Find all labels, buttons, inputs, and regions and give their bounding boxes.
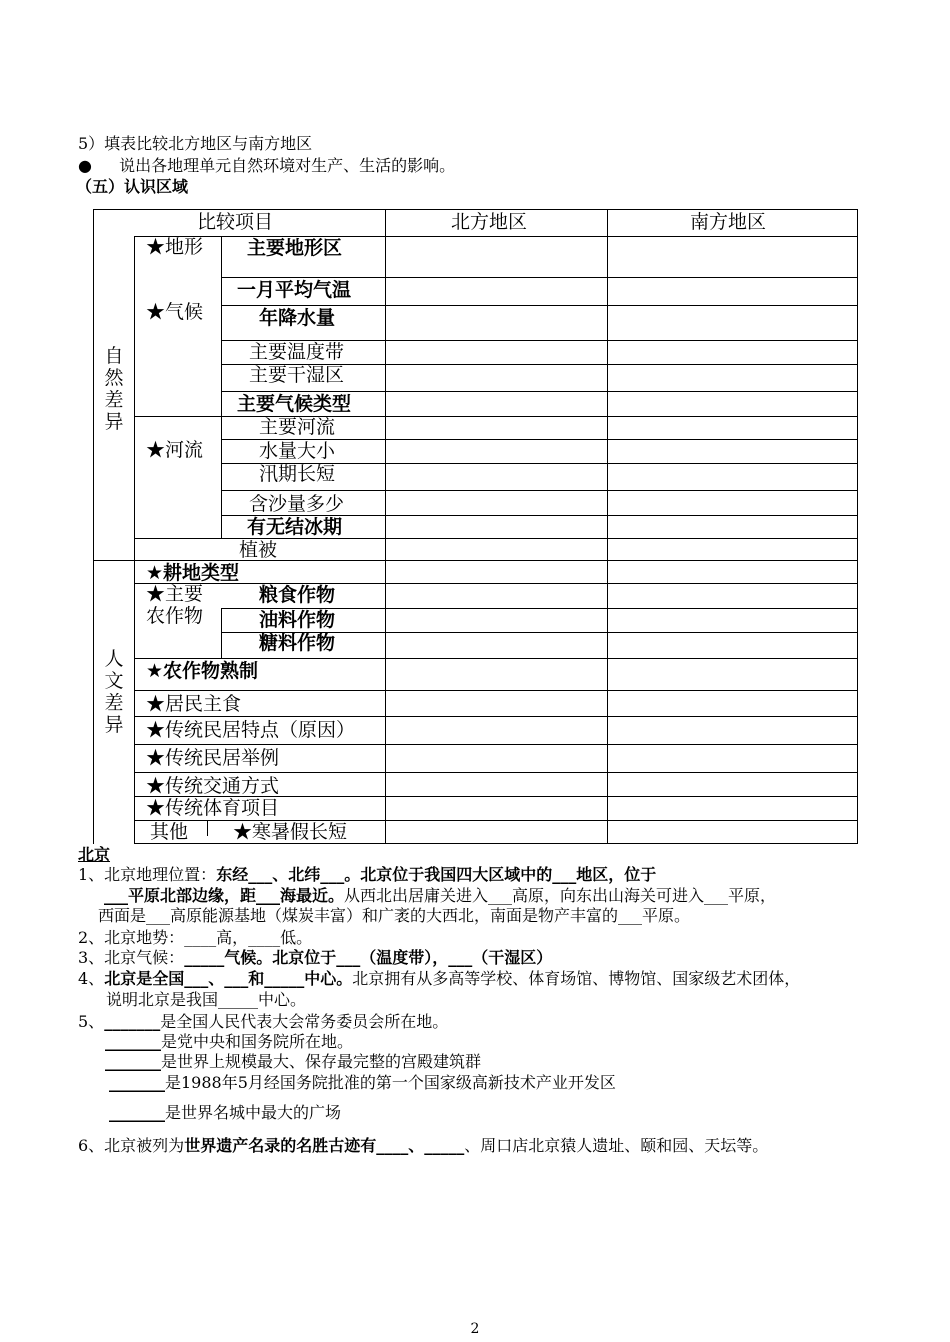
item-vacation: ★寒暑假长短 — [233, 821, 348, 843]
item-other: 其他 — [150, 821, 189, 843]
q5-prefix: 5、 — [78, 1012, 105, 1031]
item-climate-type: 主要气候类型 — [237, 393, 352, 415]
item-dry-wet: 主要干湿区 — [249, 364, 345, 386]
q5-c: 是世界上规模最大、保存最完整的宫殿建筑群 — [161, 1052, 482, 1071]
beijing-title: 北京 — [78, 845, 111, 864]
q1-bold: 东经___、北纬___。北京位于我国四大区域中的___地区，位于 — [216, 865, 657, 884]
item-ripening: ★农作物熟制 — [146, 660, 259, 682]
q5-e: 是世界名城中最大的广场 — [165, 1103, 342, 1122]
item-jan-temp: 一月平均气温 — [237, 279, 352, 301]
q1-line-2 — [104, 886, 776, 906]
q5-d: 是1988年5月经国务院批准的第一个国家级高新技术产业开发区 — [165, 1073, 616, 1092]
q5-line-3 — [105, 1052, 481, 1072]
section-heading: （五）认识区域 — [76, 177, 189, 196]
item-sediment: 含沙量多少 — [249, 493, 345, 515]
q3 — [78, 948, 552, 968]
q5-line-2 — [105, 1032, 353, 1052]
item-house-feature: ★传统民居特点（原因） — [146, 719, 356, 741]
item-ice: 有无结冰期 — [247, 516, 343, 538]
q4-prefix: 4、 — [78, 969, 105, 988]
q4-line-1 — [78, 969, 800, 989]
q4-rest: 北京拥有从多高等学校、体育场馆、博物馆、国家级艺术团体， — [352, 969, 801, 988]
q6 — [78, 1136, 768, 1156]
group-human: 人文差异 — [104, 648, 124, 736]
header-south: 南方地区 — [690, 211, 767, 233]
q1-line-2-bold: ___平原北部边缘，距___海最近。 — [104, 886, 345, 905]
q5-blank-d: _______ — [109, 1073, 165, 1092]
item-oil: 油料作物 — [259, 609, 336, 631]
item-precip: 年降水量 — [259, 307, 336, 329]
intro-line-2-text: 说出各地理单元自然环境对生产、生活的影响。 — [119, 156, 456, 175]
q3-prefix: 3、北京气候： — [78, 948, 185, 967]
item-sugar: 糖料作物 — [259, 632, 336, 654]
header-compare-item: 比较项目 — [197, 211, 274, 233]
q1-line-2-rest: 从西北出居庸关进入___高原，向东出山海关可进入___平原， — [344, 886, 777, 905]
cat-river: ★河流 — [146, 439, 204, 461]
q1-line-1 — [78, 865, 656, 885]
item-house-example: ★传统民居举例 — [146, 747, 280, 769]
group-natural: 自然差异 — [104, 345, 124, 433]
q1-prefix: 1、北京地理位置： — [78, 865, 217, 884]
item-grain: 粮食作物 — [259, 584, 336, 606]
item-rivers: 主要河流 — [259, 416, 336, 438]
item-farmland: ★耕地类型 — [146, 562, 240, 584]
q5-b: 是党中央和国务院所在地。 — [161, 1032, 354, 1051]
q4-line-2: 说明北京是我国_____中心。 — [106, 990, 307, 1009]
q6-rest: 、周口店北京猿人遗址、颐和园、天坛等。 — [464, 1136, 769, 1155]
comparison-table — [93, 209, 858, 844]
item-terrain: 主要地形区 — [247, 237, 343, 259]
q6-bold: 世界遗产名录的名胜古迹有____、_____ — [184, 1136, 465, 1155]
bullet-icon: ● — [78, 156, 92, 175]
q1-line-3: 西面是___高原能源基地（煤炭丰富）和广袤的大西北，南面是物产丰富的___平原。 — [98, 906, 691, 925]
q2: 2、北京地势：____高，____低。 — [78, 928, 313, 947]
q6-prefix: 6、北京被列为 — [78, 1136, 185, 1155]
q5-blank-b: _______ — [105, 1032, 161, 1051]
q5-blank-c: _______ — [105, 1052, 161, 1071]
q5-line-4 — [109, 1073, 616, 1093]
intro-line-2 — [78, 156, 455, 176]
q5-line-5 — [109, 1103, 341, 1123]
q5-a: 是全国人民代表大会常务委员会所在地。 — [160, 1012, 449, 1031]
item-staple: ★居民主食 — [146, 693, 242, 715]
intro-line-1: 5）填表比较北方地区与南方地区 — [78, 134, 313, 153]
q5-blank-a: _______ — [104, 1012, 161, 1031]
page-number: 2 — [470, 1321, 480, 1337]
item-vegetation: 植被 — [239, 539, 278, 561]
item-sports: ★传统体育项目 — [146, 797, 280, 819]
q5-blank-e: _______ — [109, 1103, 165, 1122]
item-transport: ★传统交通方式 — [146, 775, 280, 797]
header-north: 北方地区 — [451, 211, 528, 233]
q4-bold: 北京是全国___、___和_____中心。 — [104, 969, 353, 988]
cat-crops: ★主要农作物 — [146, 583, 204, 627]
q3-bold: _____气候。北京位于___（温度带），___（干湿区） — [184, 948, 553, 967]
cat-climate: ★气候 — [146, 301, 204, 323]
item-temp-zone: 主要温度带 — [249, 341, 345, 363]
cat-terrain: ★地形 — [146, 236, 204, 258]
item-flood: 汛期长短 — [259, 463, 336, 485]
item-water-volume: 水量大小 — [259, 440, 336, 462]
q5-line-1 — [78, 1012, 448, 1032]
